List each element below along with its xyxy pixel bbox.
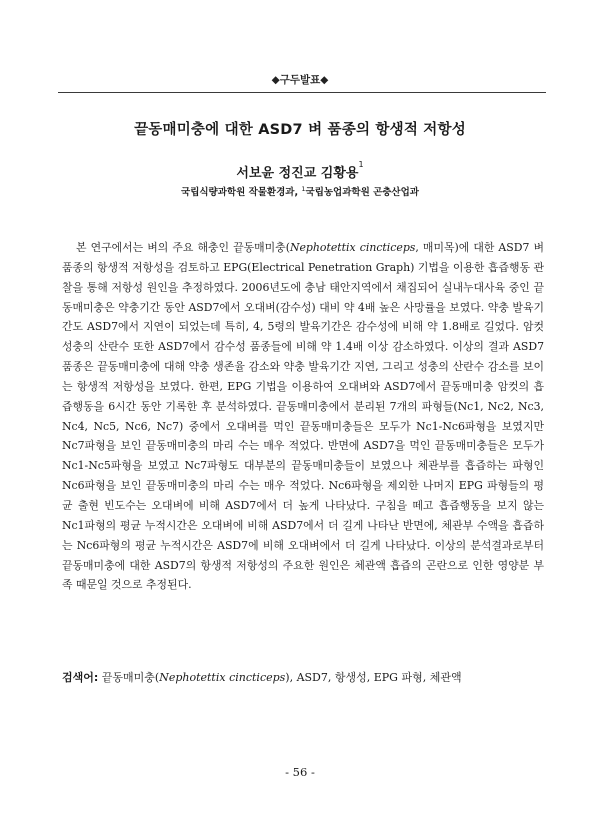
abstract-text-rest: , 매미목)에 대한 ASD7 벼 품종의 항생적 저항성을 검토하고 EPG(Electrical Penetration Graph) 기법을 이용한 흡즙행동 관찰을 통해 저항성 원인을 추정하였다. 2006년도에 충남 태안지역에서 채집되어 실내누대사육 중인 끝동매미충은 약충기간 동안 ASD7에서 오대벼(감수성) 대비 약 4배 높은 사망률을 보였다. 약충 발육기간도 ASD7에서 지연이 되었는데 특히, 4, 5령의 발육기간은 감수성에 비해 약 1.8배로 길었다. 암컷 성충의 산란수 또한 ASD7에서 감수성 품종들에 비해 약 1.4배 이상 감소하였다. 이상의 결과 ASD7 품종은 끝동매미충에 대해 약충 생존율 감소와 약충 발육기간 지연, 그리고 성충의 산란수 감소를 보이는 항생적 저항성을 보였다. 한편, EPG 기법을 이용하여 오대벼와 ASD7에서 끝동매미충 암컷의 흡즙행동을 6시간 동안 기록한 후 분석하였다. 끝동매미충에서 분리된 7개의 파형들(Nc1, Nc2, Nc3, Nc4, Nc5, Nc6, Nc7) 중에서 오대벼를 먹인 끝동매미충들은 모두가 Nc1-Nc6파형을 보였지만 Nc7파형을 보인 끝동매미충의 마리 수는 매우 적었다. 반면에 ASD7을 먹인 끝동매미충들은 모두가 Nc1-Nc5파형을 보였고 Nc7파형도 대부분의 끝동매미충들이 보였으나 체관부를 흡즙하는 파형인 Nc6파형을 보인 끝동매미충의 마리 수는 매우 적었다. Nc6파형을 제외한 나머지 EPG 파형들의 평균 출현 빈도수는 오대벼에 비해 ASD7에서 더 높게 나타났다. 구침을 떼고 흡즙행동을 보지 않는 Nc1파형의 평균 누적시간은 오대벼에 비해 ASD7에서 더 길게 나타난 반면에, 체관부 수액을 흡즙하는 Nc6파형의 평균 누적시간은 ASD7에 비해 오대벼에서 더 길게 나타났다. 이상의 분석결과로부터 끝동매미충에 대한 ASD7의 항생적 저항성의 주요한 원인은 체관액 흡즙의 곤란으로 인한 영양분 부족 때문일 것으로 추정된다. — [62, 241, 545, 592]
keywords-label: 검색어: — [62, 671, 99, 684]
keywords-text-rest: ), ASD7, 항생성, EPG 파형, 체관액 — [285, 671, 462, 684]
author-line — [0, 162, 600, 181]
affiliation-second: 국립농업과학원 곤충산업과 — [305, 187, 419, 198]
abstract-species-name: Nephotettix cincticeps — [289, 241, 416, 254]
keywords — [62, 669, 544, 687]
affiliation-mark: 1 — [301, 184, 306, 193]
page-number: - 56 - — [285, 765, 315, 779]
author-names: 서보윤 정진교 김황용 — [236, 166, 359, 181]
header-divider — [58, 92, 546, 93]
affiliation-first: 국립식량과학원 작물환경과, — [181, 187, 299, 198]
author-affiliation-mark: 1 — [358, 160, 364, 169]
abstract — [62, 238, 544, 595]
abstract-text-start: 본 연구에서는 벼의 주요 해충인 끝동매미충( — [76, 241, 290, 254]
keywords-text-start: 끝동매미충( — [98, 671, 160, 684]
paper-title: 끝동매미충에 대한 ASD7 벼 품종의 항생적 저항성 — [134, 122, 466, 138]
abstract-paragraph — [62, 238, 544, 595]
affiliation-line — [0, 184, 600, 198]
section-label: ◆구두발표◆ — [271, 74, 329, 86]
keywords-species-name: Nephotettix cincticeps — [159, 671, 286, 684]
